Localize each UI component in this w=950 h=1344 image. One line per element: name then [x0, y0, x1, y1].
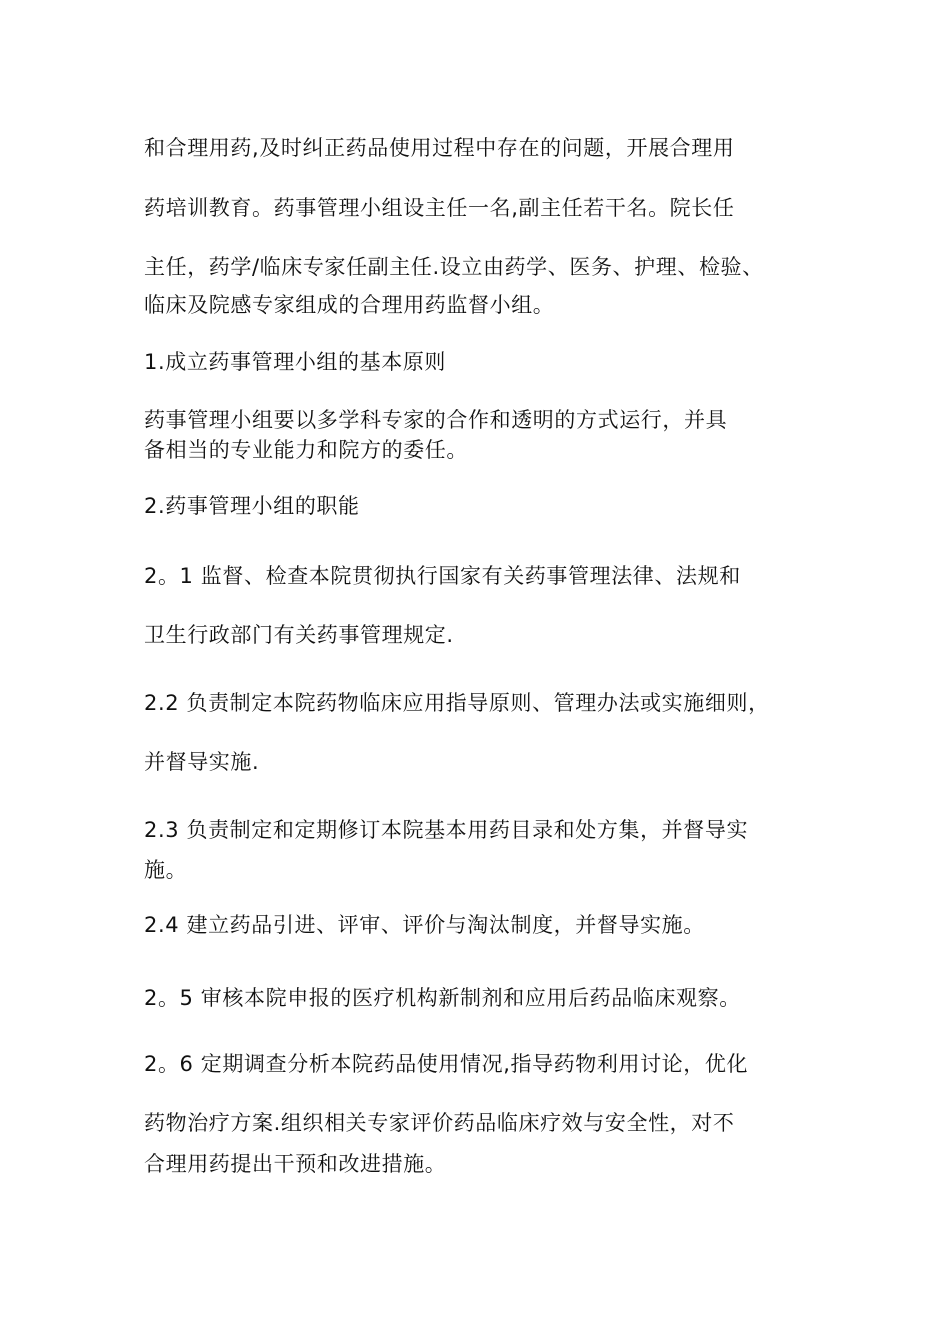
text-line: 药事管理小组要以多学科专家的合作和透明的方式运行，并具: [144, 408, 728, 432]
text-line: 施。: [144, 858, 188, 882]
text-line: 药培训教育。药事管理小组设主任一名,副主任若干名。院长任: [144, 196, 735, 220]
text-line: 2。6 定期调查分析本院药品使用情况,指导药物利用讨论，优化: [144, 1052, 749, 1076]
text-line: 并督导实施.: [144, 750, 260, 774]
text-line: 临床及院感专家组成的合理用药监督小组。: [144, 293, 555, 317]
text-line: 药物治疗方案.组织相关专家评价药品临床疗效与安全性，对不: [144, 1111, 735, 1135]
text-line: 主任，药学/临床专家任副主任.设立由药学、医务、护理、检验、: [144, 255, 764, 279]
text-line: 2。5 审核本院申报的医疗机构新制剂和应用后药品临床观察。: [144, 986, 741, 1010]
text-line: 合理用药提出干预和改进措施。: [144, 1152, 447, 1176]
text-line: 2.2 负责制定本院药物临床应用指导原则、管理办法或实施细则，: [144, 691, 770, 715]
section-heading: 2.药事管理小组的职能: [144, 494, 360, 518]
text-line: 备相当的专业能力和院方的委任。: [144, 438, 468, 462]
text-line: 2.3 负责制定和定期修订本院基本用药目录和处方集，并督导实: [144, 818, 749, 842]
text-line: 和合理用药,及时纠正药品使用过程中存在的问题，开展合理用: [144, 136, 735, 160]
text-line: 2。1 监督、检查本院贯彻执行国家有关药事管理法律、法规和: [144, 564, 741, 588]
section-heading: 1.成立药事管理小组的基本原则: [144, 350, 447, 374]
text-line: 卫生行政部门有关药事管理规定.: [144, 623, 454, 647]
text-line: 2.4 建立药品引进、评审、评价与淘汰制度，并督导实施。: [144, 913, 705, 937]
